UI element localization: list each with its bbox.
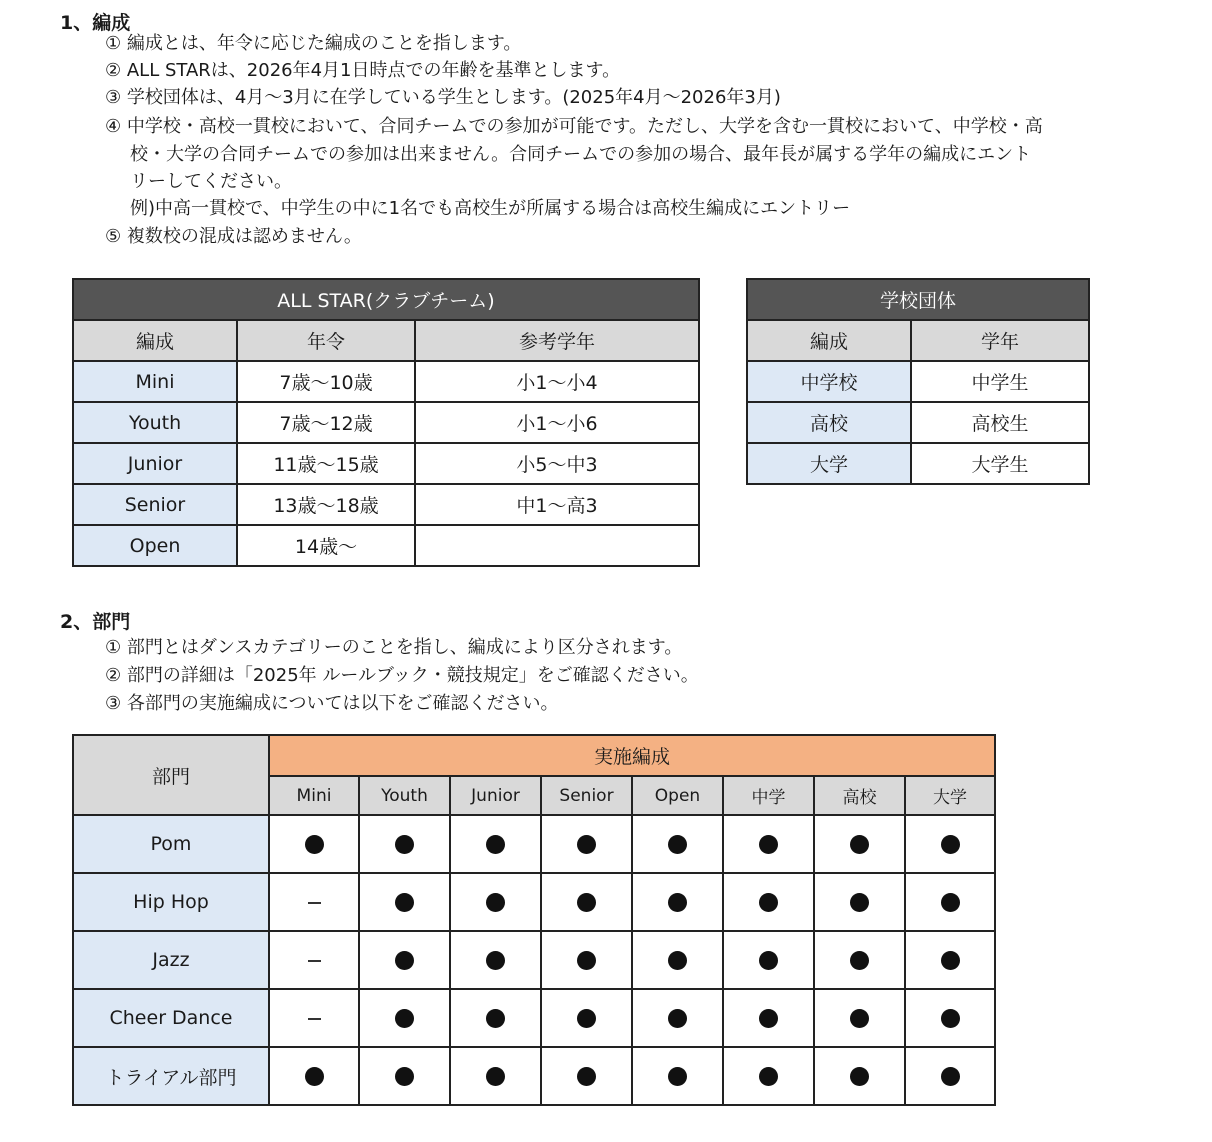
section1-item-4: ④ 中学校・高校一貫校において、合同チームでの参加が可能です。ただし、大学を含む一貫校において、中学校・高 [105, 116, 1043, 137]
division-mark-cell [359, 815, 450, 873]
allstar-header: 年令 [237, 320, 415, 361]
section1-item-2: ② ALL STARは、2026年4月1日時点での年齢を基準とします。 [105, 60, 621, 81]
division-column-header: Junior [450, 776, 541, 815]
allstar-age: 7歳～12歳 [237, 402, 415, 443]
division-mark-cell [269, 873, 359, 931]
table-row [73, 989, 995, 1047]
section1-item-4-cont1: 校・大学の合同チームでの参加は出来ません。合同チームでの参加の場合、最年長が属する学年の編成にエント [130, 144, 1032, 165]
available-mark [395, 951, 414, 970]
division-mark-cell [905, 931, 995, 989]
division-mark-cell [814, 873, 905, 931]
allstar-grade [415, 525, 699, 566]
school-title: 学校団体 [747, 279, 1089, 320]
school-grade: 大学生 [911, 443, 1089, 484]
allstar-grade: 小1～小4 [415, 361, 699, 402]
division-name: Pom [73, 815, 269, 873]
available-mark [941, 835, 960, 854]
available-mark [668, 1067, 687, 1086]
available-mark [305, 1067, 324, 1086]
table-row [73, 443, 699, 484]
table-row [73, 815, 995, 873]
available-mark [668, 893, 687, 912]
available-mark [941, 893, 960, 912]
school-grade: 高校生 [911, 402, 1089, 443]
section1-item-5: ⑤ 複数校の混成は認めません。 [105, 226, 362, 247]
division-mark-cell [269, 1047, 359, 1105]
division-column-header: 中学 [723, 776, 814, 815]
school-division: 高校 [747, 402, 911, 443]
available-mark [486, 893, 505, 912]
unavailable-mark [308, 902, 321, 904]
division-mark-cell [450, 815, 541, 873]
division-mark-cell [723, 815, 814, 873]
available-mark [850, 893, 869, 912]
available-mark [577, 835, 596, 854]
division-mark-cell [450, 1047, 541, 1105]
division-mark-cell [359, 931, 450, 989]
available-mark [759, 1009, 778, 1028]
division-name: Hip Hop [73, 873, 269, 931]
section1-example: 例)中高一貫校で、中学生の中に1名でも高校生が所属する場合は高校生編成にエントリー [130, 198, 851, 219]
allstar-division: Junior [73, 443, 237, 484]
division-mark-cell [359, 873, 450, 931]
division-mark-cell [632, 815, 723, 873]
division-mark-cell [905, 815, 995, 873]
available-mark [759, 951, 778, 970]
division-mark-cell [450, 873, 541, 931]
available-mark [941, 1009, 960, 1028]
allstar-division: Open [73, 525, 237, 566]
division-mark-cell [723, 931, 814, 989]
available-mark [486, 951, 505, 970]
allstar-table [72, 278, 700, 567]
table-row [73, 402, 699, 443]
division-mark-cell [723, 989, 814, 1047]
division-mark-cell [541, 815, 632, 873]
school-division: 大学 [747, 443, 911, 484]
unavailable-mark [308, 960, 321, 962]
division-mark-cell [905, 1047, 995, 1105]
allstar-division: Senior [73, 484, 237, 525]
available-mark [486, 1067, 505, 1086]
table-row [73, 361, 699, 402]
division-mark-cell [269, 815, 359, 873]
available-mark [941, 951, 960, 970]
available-mark [668, 1009, 687, 1028]
available-mark [395, 835, 414, 854]
available-mark [577, 951, 596, 970]
division-column-header: Open [632, 776, 723, 815]
table-row [747, 402, 1089, 443]
division-mark-cell [541, 931, 632, 989]
division-column-header: Youth [359, 776, 450, 815]
school-header-row [747, 320, 1089, 361]
division-column-header: 大学 [905, 776, 995, 815]
division-mark-cell [450, 931, 541, 989]
division-mark-cell [541, 1047, 632, 1105]
section1-item-1: ① 編成とは、年令に応じた編成のことを指します。 [105, 33, 522, 54]
available-mark [850, 835, 869, 854]
allstar-header: 編成 [73, 320, 237, 361]
division-mark-cell [814, 989, 905, 1047]
available-mark [759, 893, 778, 912]
allstar-division: Youth [73, 402, 237, 443]
division-mark-cell [632, 931, 723, 989]
division-column-header: Mini [269, 776, 359, 815]
available-mark [759, 1067, 778, 1086]
table-row [747, 361, 1089, 402]
division-group-header: 実施編成 [269, 735, 995, 776]
available-mark [850, 1009, 869, 1028]
school-division: 中学校 [747, 361, 911, 402]
section2-item-1: ① 部門とはダンスカテゴリーのことを指し、編成により区分されます。 [105, 637, 683, 658]
division-column-header: 高校 [814, 776, 905, 815]
allstar-header: 参考学年 [415, 320, 699, 361]
division-mark-cell [905, 873, 995, 931]
table-row [73, 873, 995, 931]
division-mark-cell [632, 989, 723, 1047]
section2-heading: 2、部門 [60, 611, 131, 633]
division-mark-cell [359, 1047, 450, 1105]
allstar-age: 13歳～18歳 [237, 484, 415, 525]
division-name: Cheer Dance [73, 989, 269, 1047]
school-header: 学年 [911, 320, 1089, 361]
available-mark [850, 1067, 869, 1086]
school-header: 編成 [747, 320, 911, 361]
available-mark [759, 835, 778, 854]
available-mark [395, 1067, 414, 1086]
available-mark [941, 1067, 960, 1086]
division-mark-cell [632, 1047, 723, 1105]
division-corner: 部門 [73, 735, 269, 815]
school-grade: 中学生 [911, 361, 1089, 402]
available-mark [486, 835, 505, 854]
allstar-title: ALL STAR(クラブチーム) [73, 279, 699, 320]
available-mark [305, 835, 324, 854]
division-mark-cell [541, 989, 632, 1047]
section1-item-4-cont2: リーしてください。 [130, 171, 292, 192]
table-row [73, 931, 995, 989]
allstar-grade: 小5～中3 [415, 443, 699, 484]
allstar-header-row [73, 320, 699, 361]
available-mark [668, 951, 687, 970]
division-name: Jazz [73, 931, 269, 989]
allstar-age: 7歳～10歳 [237, 361, 415, 402]
available-mark [577, 1009, 596, 1028]
section2-item-2: ② 部門の詳細は「2025年 ルールブック・競技規定」をご確認ください。 [105, 665, 699, 686]
division-mark-cell [632, 873, 723, 931]
division-mark-cell [450, 989, 541, 1047]
available-mark [395, 1009, 414, 1028]
available-mark [668, 835, 687, 854]
division-column-header: Senior [541, 776, 632, 815]
table-row [747, 443, 1089, 484]
available-mark [850, 951, 869, 970]
table-row [73, 484, 699, 525]
section2-item-3: ③ 各部門の実施編成については以下をご確認ください。 [105, 693, 559, 714]
division-mark-cell [723, 873, 814, 931]
division-mark-cell [269, 989, 359, 1047]
available-mark [577, 1067, 596, 1086]
school-table [746, 278, 1090, 485]
division-mark-cell [905, 989, 995, 1047]
division-name: トライアル部門 [73, 1047, 269, 1105]
division-mark-cell [814, 931, 905, 989]
allstar-division: Mini [73, 361, 237, 402]
allstar-age: 14歳～ [237, 525, 415, 566]
division-mark-cell [814, 1047, 905, 1105]
allstar-age: 11歳～15歳 [237, 443, 415, 484]
section1-item-3: ③ 学校団体は、4月～3月に在学している学生とします。(2025年4月～2026年3月) [105, 87, 781, 108]
available-mark [577, 893, 596, 912]
section1-heading: 1、編成 [60, 12, 131, 34]
unavailable-mark [308, 1018, 321, 1020]
division-mark-cell [814, 815, 905, 873]
division-mark-cell [541, 873, 632, 931]
table-row [73, 525, 699, 566]
table-row [73, 1047, 995, 1105]
available-mark [395, 893, 414, 912]
division-mark-cell [723, 1047, 814, 1105]
division-mark-cell [269, 931, 359, 989]
allstar-grade: 中1～高3 [415, 484, 699, 525]
division-table [72, 734, 996, 1106]
allstar-grade: 小1～小6 [415, 402, 699, 443]
division-mark-cell [359, 989, 450, 1047]
available-mark [486, 1009, 505, 1028]
